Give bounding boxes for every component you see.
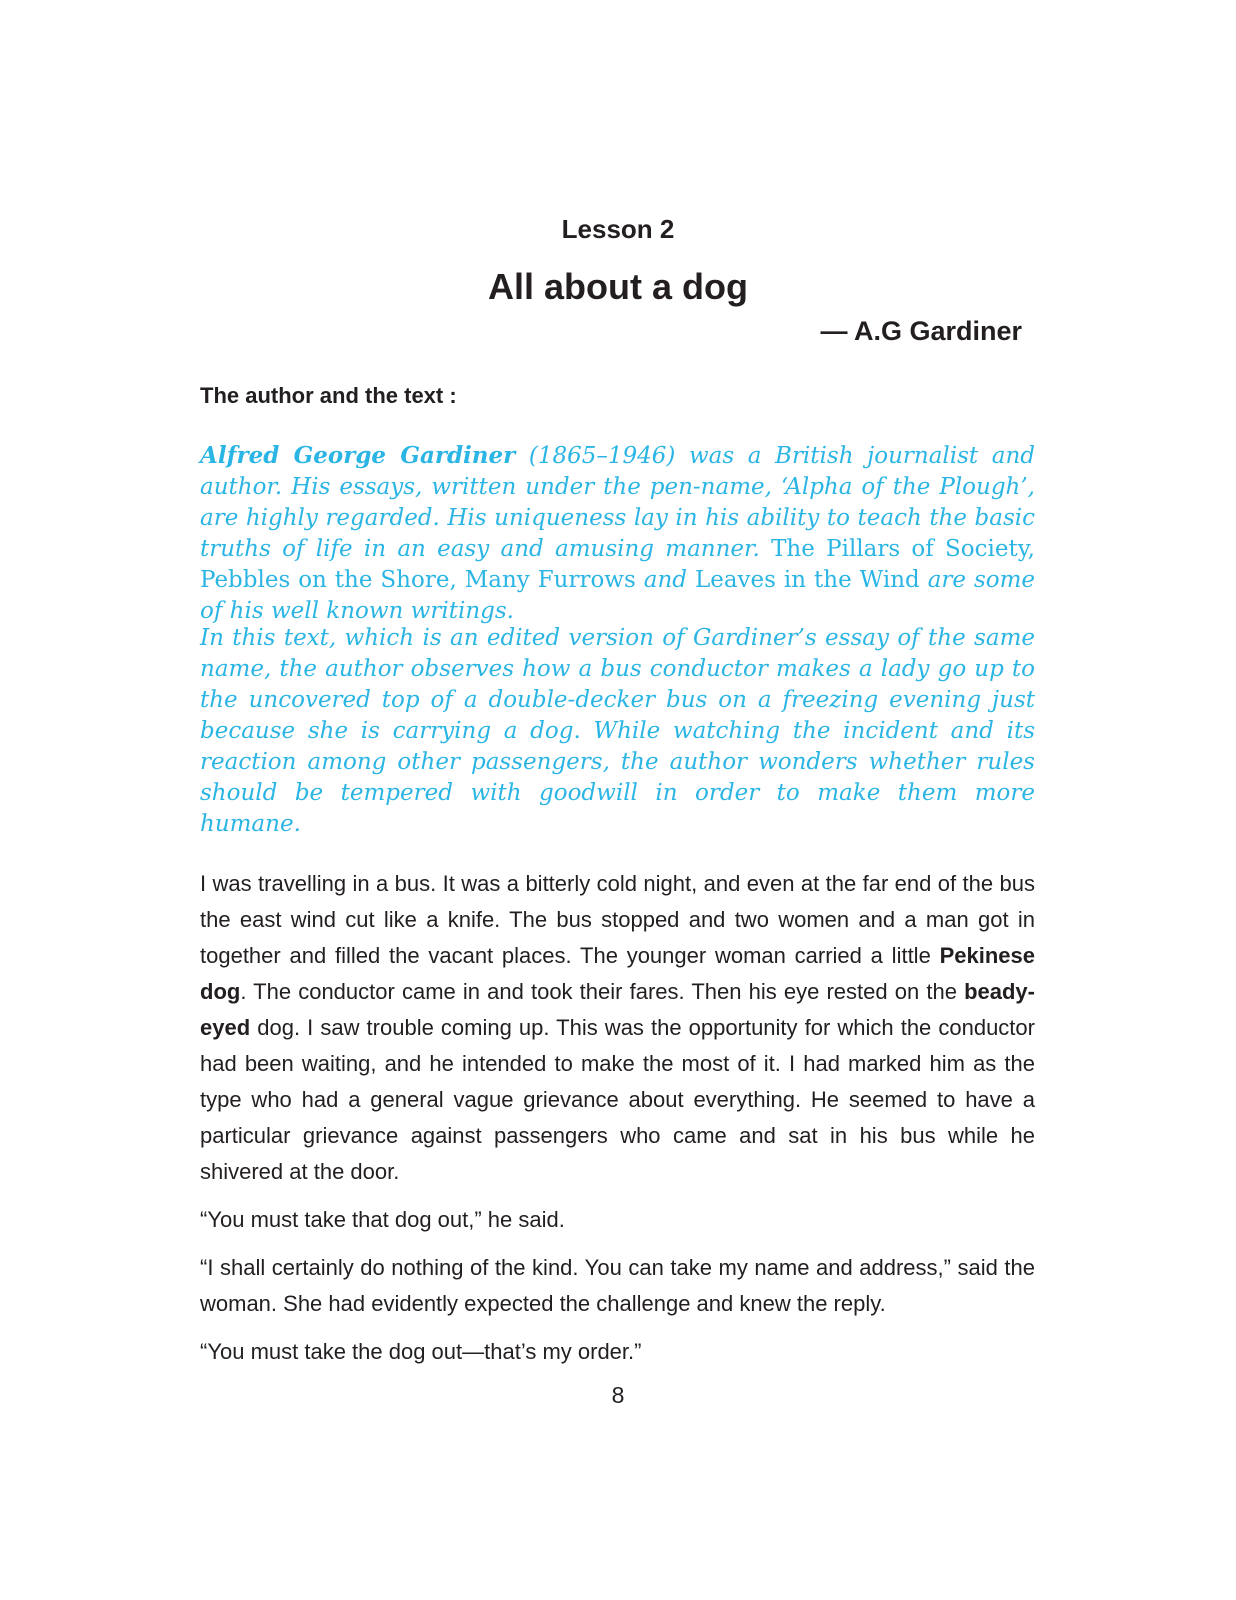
body-paragraph: “I shall certainly do nothing of the kind. You can take my name and address,” said the woman. She had evidently expected the challenge and knew the reply. — [200, 1255, 1035, 1316]
body-text — [200, 866, 1035, 1382]
page-title: All about a dog — [488, 266, 748, 307]
intro-paragraph-1 — [200, 440, 1035, 627]
page-number: 8 — [611, 1382, 625, 1408]
intro-text: (1865–1946) was a British journalist and author. His essays, written under the pen-name, ‘Alpha of the Plough’, are highly regarded. His uniqueness lay in his ability to teach the basic truths of life in an easy and amusing manner. — [200, 443, 1035, 562]
text-run: . The conductor came in and took their fares. Then his eye rested on the — [240, 979, 965, 1004]
work-title: Leaves in the Wind — [694, 567, 920, 593]
intro-text-end: are some of his well known writings. — [200, 567, 1036, 624]
intro-text: In this text, which is an edited version of Gardiner’s essay of the same name, the author observes how a bus conductor makes a lady go up to the uncovered top of a double-decker bus on a freezing evening just because she is carrying a dog. While watching the incident and its reaction among other passengers, the author wonders whether rules should be tempered with goodwill in order to make them more humane. — [200, 625, 1035, 837]
text-run: dog. I saw trouble coming up. This was the opportunity for which the conductor had been waiting, and he intended to make the most of it. I had marked him as the type who had a general vague grievance about everything. He seemed to have a particular grievance against passengers who came and sat in his bus while he shivered at the door. — [200, 1015, 1035, 1184]
bold-term: Pekinese dog — [200, 943, 1035, 1004]
author-name: Alfred George Gardiner — [200, 442, 516, 469]
text-run: I was travelling in a bus. It was a bitterly cold night, and even at the far end of the bus the east wind cut like a knife. The bus stopped and two women and a man got in together and filled the vacant places. The younger woman carried a little — [200, 871, 1035, 968]
work-titles: The Pillars of Society, Pebbles on the Shore, Many Furrows — [200, 536, 1035, 593]
section-heading: The author and the text : — [200, 383, 457, 408]
body-paragraph: “You must take the dog out—that’s my order.” — [200, 1339, 642, 1364]
bold-term: beady-eyed — [200, 979, 1035, 1040]
body-paragraph: “You must take that dog out,” he said. — [200, 1207, 565, 1232]
body-paragraph — [200, 866, 1035, 1190]
intro-paragraph-2 — [200, 623, 1035, 840]
author-byline: — A.G Gardiner — [820, 316, 1022, 346]
conjunction: and — [635, 567, 695, 593]
lesson-label: Lesson 2 — [561, 214, 675, 244]
